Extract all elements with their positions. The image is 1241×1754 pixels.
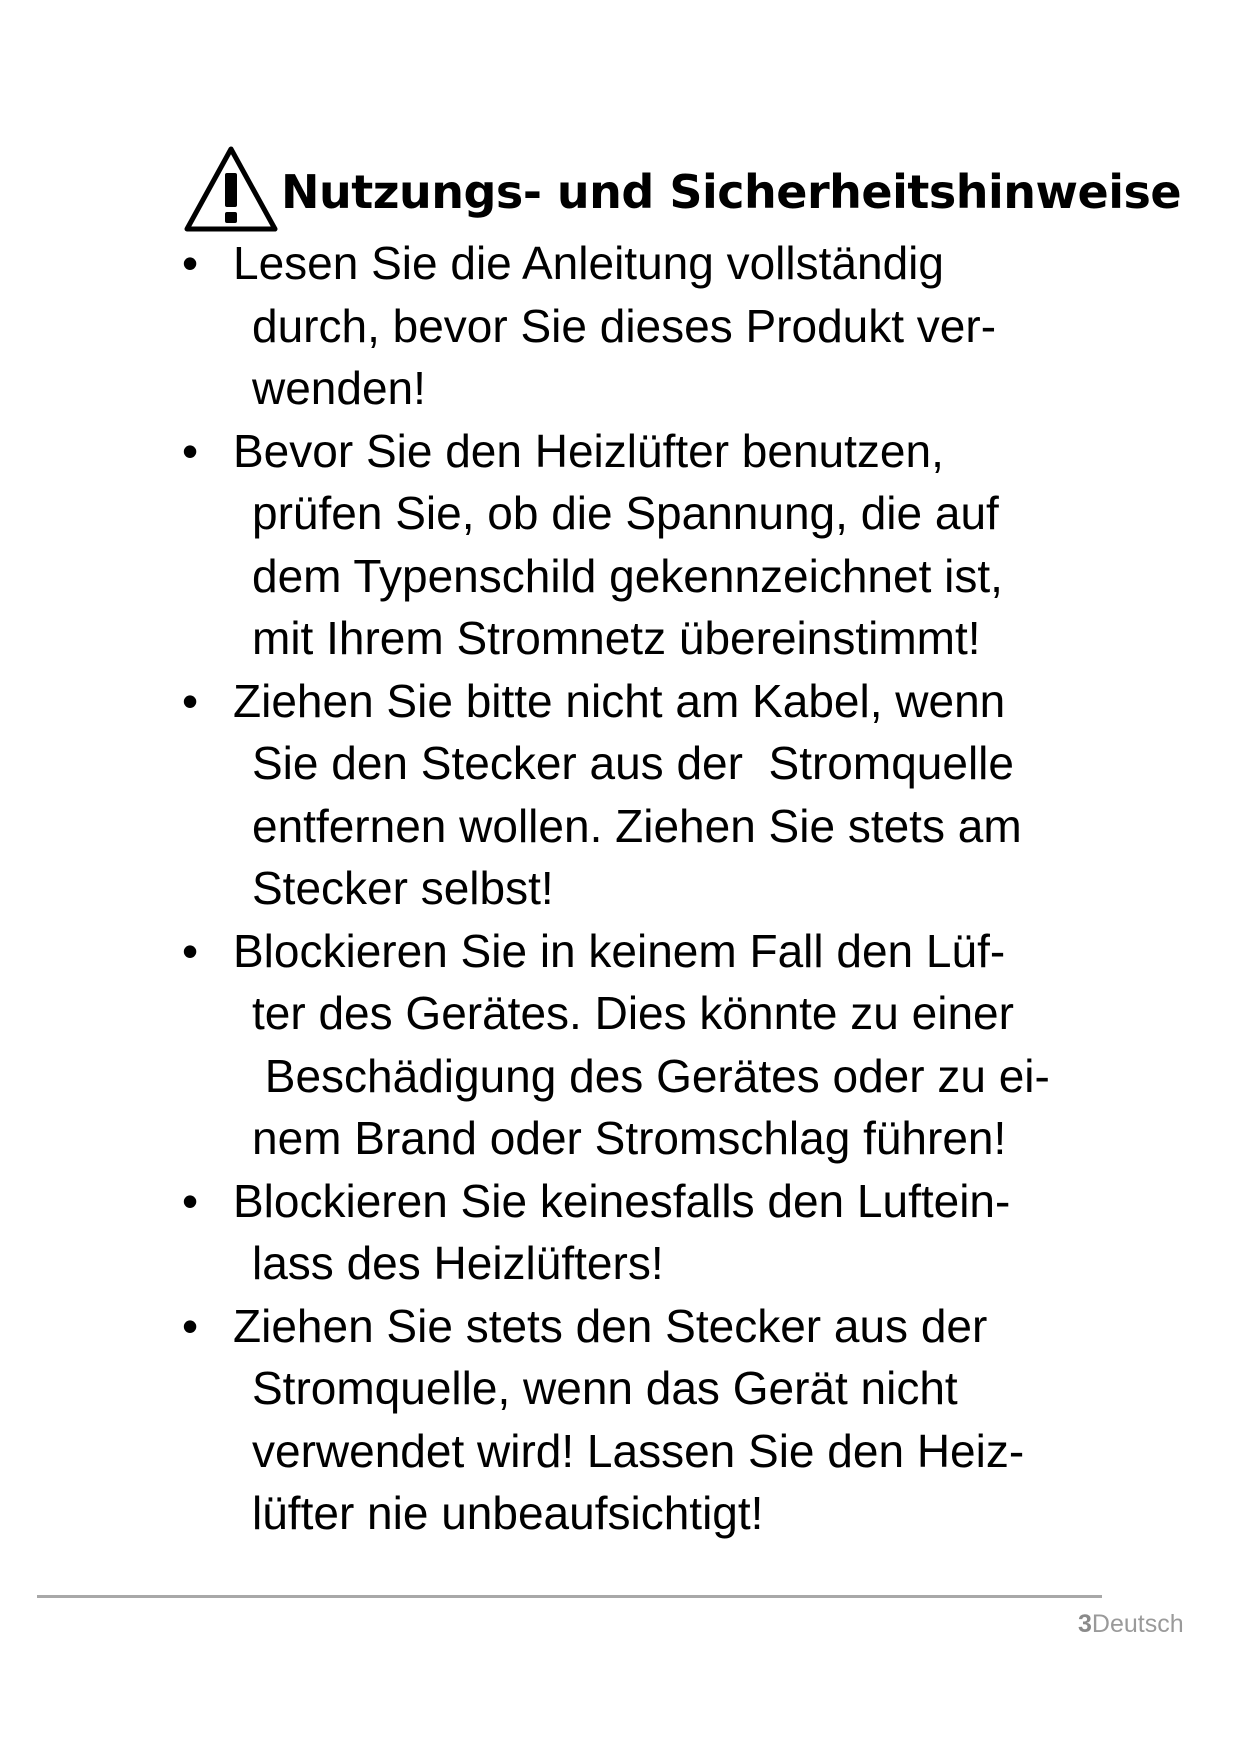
instruction-line: lüfter nie unbeaufsichtigt!: [252, 1487, 764, 1539]
footer-divider: [37, 1595, 1102, 1598]
page-footer: [1078, 1610, 1184, 1639]
list-item: [182, 920, 1102, 1170]
bullet-icon: •: [182, 924, 199, 977]
instruction-line: Beschädigung des Gerätes oder zu ei-: [252, 1049, 1050, 1102]
safety-heading: [183, 145, 1181, 235]
instruction-line: prüfen Sie, ob die Spannung, die auf: [252, 487, 999, 539]
instruction-line: Blockieren Sie in keinem Fall den Lüf-: [233, 924, 1006, 977]
instruction-line: Bevor Sie den Heizlüfter benutzen,: [233, 424, 944, 477]
instruction-line: Sie den Stecker aus der Stromquelle: [252, 737, 1014, 789]
safety-instructions-list: [182, 232, 1102, 1545]
list-item: [182, 232, 1102, 420]
bullet-icon: •: [182, 237, 199, 289]
bullet-icon: •: [182, 424, 199, 477]
footer-language: Deutsch: [1091, 1610, 1184, 1638]
instruction-line: ter des Gerätes. Dies könnte zu einer: [252, 987, 1014, 1039]
instruction-line: verwendet wird! Lassen Sie den Heiz-: [252, 1424, 1025, 1477]
bullet-icon: •: [182, 1174, 199, 1227]
page-title: Nutzungs- und Sicherheitshinweise: [281, 165, 1182, 219]
instruction-line: Ziehen Sie stets den Stecker aus der: [233, 1299, 988, 1352]
instruction-line: Stromquelle, wenn das Gerät nicht: [252, 1362, 958, 1414]
bullet-icon: •: [182, 1299, 199, 1352]
page-number: 3: [1078, 1610, 1092, 1638]
list-item: [182, 1295, 1102, 1545]
list-item: [182, 670, 1102, 920]
instruction-line: Lesen Sie die Anleitung vollständig: [233, 237, 944, 289]
instruction-line: Ziehen Sie bitte nicht am Kabel, wenn: [233, 674, 1006, 727]
instruction-line: mit Ihrem Stromnetz übereinstimmt!: [252, 612, 981, 664]
instruction-line: wenden!: [252, 362, 426, 414]
instruction-line: Stecker selbst!: [252, 862, 554, 914]
list-item: [182, 420, 1102, 670]
instruction-line: dem Typenschild gekennzeichnet ist,: [252, 549, 1003, 602]
warning-icon: [183, 145, 279, 235]
instruction-line: lass des Heizlüfters!: [252, 1237, 664, 1289]
instruction-line: Blockieren Sie keinesfalls den Luftein-: [233, 1174, 1011, 1227]
bullet-icon: •: [182, 674, 199, 727]
instruction-line: durch, bevor Sie dieses Produkt ver-: [252, 299, 997, 352]
instruction-line: nem Brand oder Stromschlag führen!: [252, 1112, 1007, 1164]
instruction-line: entfernen wollen. Ziehen Sie stets am: [252, 799, 1022, 852]
list-item: [182, 1170, 1102, 1295]
